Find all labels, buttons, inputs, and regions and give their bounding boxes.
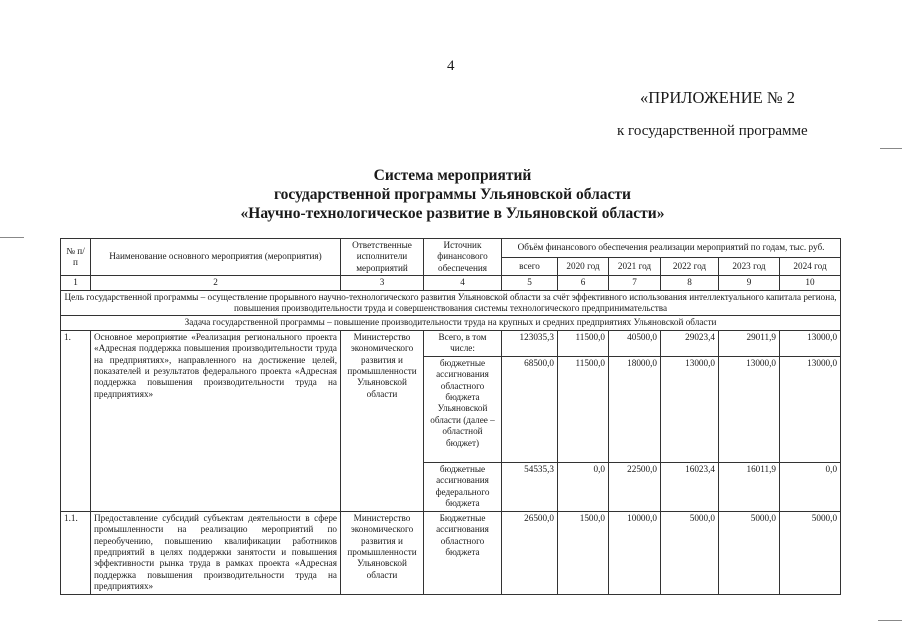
value-2024: 5000,0 (780, 511, 841, 594)
value-2023: 13000,0 (719, 356, 780, 462)
program-goal: Цель государственной программы – осуществление прорывного научно-технологического развития Ульяновской области за счёт эффективного использования интеллектуального капитала региона, повышения производительности труда и совершенствования системы технологического предпринимательства (61, 290, 841, 316)
value-2021: 22500,0 (609, 462, 661, 511)
value-2023: 16011,9 (719, 462, 780, 511)
table-row (61, 330, 841, 356)
value-total: 26500,0 (502, 511, 558, 594)
measure-executor: Министерство экономического развития и промышленности Ульяновской области (341, 511, 424, 594)
table-header-row (61, 239, 841, 258)
column-number: 2 (91, 276, 341, 290)
column-number: 8 (661, 276, 719, 290)
value-total: 123035,3 (502, 330, 558, 356)
value-2023: 5000,0 (719, 511, 780, 594)
funding-source: Бюджетные ассигнования областного бюджета (424, 511, 502, 594)
value-total: 54535,3 (502, 462, 558, 511)
value-2022: 29023,4 (661, 330, 719, 356)
document-title-line-3: «Научно-технологическое развитие в Ульяновской области» (240, 205, 665, 222)
program-task: Задача государственной программы – повышение производительности труда на крупных и средних предприятиях Ульяновской области (61, 316, 841, 330)
row-number: 1.1. (61, 511, 91, 594)
column-number: 4 (424, 276, 502, 290)
measure-name: Основное мероприятие «Реализация регионального проекта «Адресная поддержка повышения производительности труда на предприятиях», направленного на достижение целей, показателей и результатов федерального проекта «Адресная поддержка повышения производительности труда на предприятиях» (91, 330, 341, 511)
column-number: 6 (558, 276, 609, 290)
column-number-row (61, 276, 841, 290)
value-2022: 13000,0 (661, 356, 719, 462)
value-2020: 0,0 (558, 462, 609, 511)
header-executor: Ответственные исполнители мероприятий (341, 239, 424, 276)
header-source: Источник финансового обеспечения (424, 239, 502, 276)
appendix-subtitle: к государственной программе (617, 123, 808, 139)
funding-source: бюджетные ассигнования областного бюджета Ульяновской области (далее – областной бюджет) (424, 356, 502, 462)
task-row (61, 316, 841, 330)
margin-mark (0, 237, 24, 238)
value-2024: 13000,0 (780, 330, 841, 356)
header-year-2021: 2021 год (609, 257, 661, 276)
column-number: 1 (61, 276, 91, 290)
column-number: 7 (609, 276, 661, 290)
value-2022: 5000,0 (661, 511, 719, 594)
margin-mark (880, 148, 902, 149)
header-year-2024: 2024 год (780, 257, 841, 276)
appendix-title: «ПРИЛОЖЕНИЕ № 2 (640, 88, 795, 107)
column-number: 5 (502, 276, 558, 290)
measure-executor: Министерство экономического развития и промышленности Ульяновской области (341, 330, 424, 511)
value-2021: 18000,0 (609, 356, 661, 462)
header-year-2022: 2022 год (661, 257, 719, 276)
value-2020: 11500,0 (558, 330, 609, 356)
header-total: всего (502, 257, 558, 276)
goal-row (61, 290, 841, 316)
header-name: Наименование основного мероприятия (мероприятия) (91, 239, 341, 276)
header-year-2023: 2023 год (719, 257, 780, 276)
funding-source: бюджетные ассигнования федерального бюджета (424, 462, 502, 511)
document-title-line-2: государственной программы Ульяновской области (274, 186, 631, 203)
value-2022: 16023,4 (661, 462, 719, 511)
table-row (61, 511, 841, 594)
value-2023: 29011,9 (719, 330, 780, 356)
header-funding: Объём финансового обеспечения реализации мероприятий по годам, тыс. руб. (502, 239, 841, 258)
header-num: № п/п (61, 239, 91, 276)
measures-table (60, 238, 841, 595)
column-number: 10 (780, 276, 841, 290)
margin-mark (878, 620, 902, 621)
row-number: 1. (61, 330, 91, 511)
value-2020: 11500,0 (558, 356, 609, 462)
measure-name: Предоставление субсидий субъектам деятельности в сфере промышленности на реализацию мероприятий по переобучению, повышению квалификации работников предприятий в целях поддержки занятости и повышения эффективности рынка труда в рамках проекта «Адресная поддержка повышения производительности труда на предприятиях» (91, 511, 341, 594)
document-title-line-1: Система мероприятий (373, 167, 532, 184)
value-2021: 10000,0 (609, 511, 661, 594)
column-number: 9 (719, 276, 780, 290)
header-year-2020: 2020 год (558, 257, 609, 276)
funding-source: Всего, в том числе: (424, 330, 502, 356)
value-2024: 13000,0 (780, 356, 841, 462)
value-2020: 1500,0 (558, 511, 609, 594)
page-number: 4 (447, 58, 455, 74)
value-2021: 40500,0 (609, 330, 661, 356)
column-number: 3 (341, 276, 424, 290)
value-total: 68500,0 (502, 356, 558, 462)
value-2024: 0,0 (780, 462, 841, 511)
